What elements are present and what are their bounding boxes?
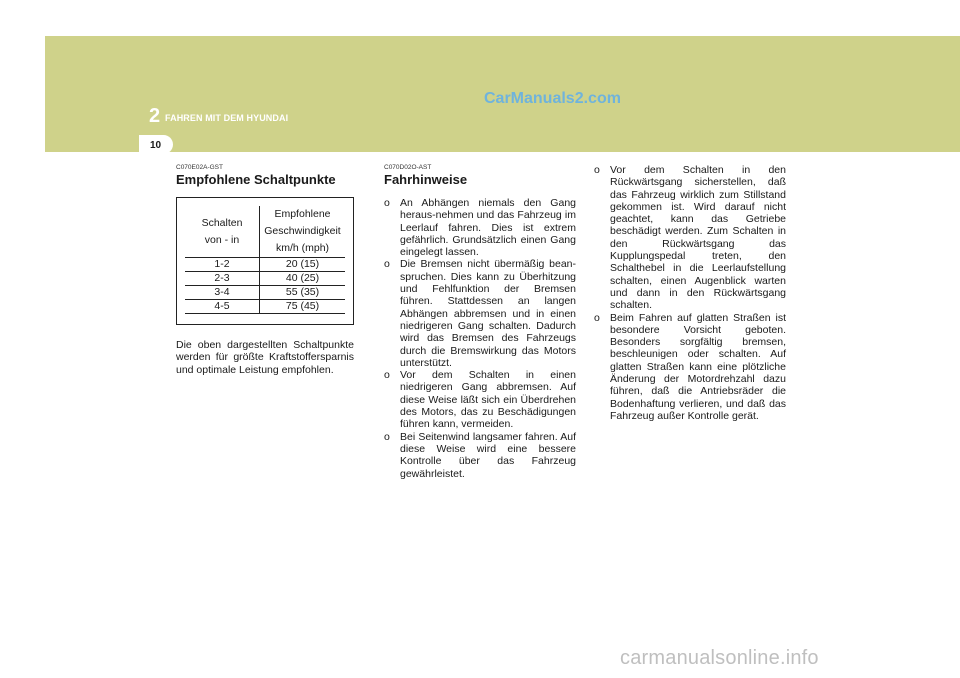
recommendation-paragraph: Die oben dargestellten Schaltpunkte werden für größte Kraftstoffersparnis und optimale Leistung empfohlen.: [176, 339, 354, 376]
list-item: [384, 197, 576, 258]
list-item-text: Vor dem Schalten in den Rückwärtsgang sicherstellen, daß das Fahrzeug wirklich zum Stillstand gekommen ist. Wird darauf nicht geachtet, kann das Getriebe beschädigt werden. Zum Schalten in den Rückwärtsgang das Kupplungspedal treten, den Schalthebel in die Leerlaufstellung schalten, einen Augenblick warten und dann in den Rückwärtsgang schalten.: [610, 164, 786, 312]
chapter-title: FAHREN MIT DEM HYUNDAI: [165, 113, 289, 123]
table-cell-gear: 4-5: [185, 300, 260, 314]
bullet-marker: o: [384, 430, 390, 443]
table-header-shift: [185, 206, 260, 258]
table-header-speed: [260, 206, 346, 258]
table-cell-gear: 1-2: [185, 258, 260, 272]
header-line: Geschwindigkeit: [264, 225, 341, 237]
table-cell-speed: 75 (45): [260, 300, 346, 314]
list-item: [594, 312, 786, 423]
list-item-text: Beim Fahren auf glatten Straßen ist besondere Vorsicht geboten. Besonders sorgfältig bremsen, beschleunigen oder schalten. Auf glatten Straßen kann eine plötzliche Änderung der Motordrehzahl dazu führen, daß die Antriebsräder die Bodenhaftung verlieren, und daß das Fahrzeug außer Kontrolle gerät.: [610, 311, 786, 422]
section-code: C070D02O-AST: [384, 164, 432, 171]
table-cell-speed: 55 (35): [260, 286, 346, 300]
middle-column: [384, 164, 576, 480]
list-item: [594, 164, 786, 312]
table-row: [185, 258, 345, 272]
header-line: von - in: [204, 233, 240, 246]
list-item-text: Die Bremsen nicht übermäßig bean-spruchen. Dies kann zu Überhitzung und Fehlfunktion der Bremsen führen. Stattdessen an langen Abhängen abbremsen und in einen niedrigeren Gang schalten. Dadurch wird das Bremsen des Fahrzeugs durch die Bremswirkung das Motors unterstützt.: [400, 258, 576, 369]
list-item: [384, 369, 576, 430]
bullet-marker: o: [594, 311, 600, 324]
section-code: C070E02A-GST: [176, 164, 223, 171]
header-line: km/h (mph): [275, 242, 330, 254]
list-item-text: Bei Seitenwind langsamer fahren. Auf diese Weise wird eine bessere Kontrolle über das Fahrzeug gewährleistet.: [400, 430, 576, 480]
header-line: Schalten: [201, 216, 243, 229]
table-cell-speed: 20 (15): [260, 258, 346, 272]
list-item-text: An Abhängen niemals den Gang heraus-nehmen und das Fahrzeug im Leerlauf fahren. Dies ist extrem gefährlich. Grundsätzlich einen Gang eingelegt lassen.: [400, 197, 576, 259]
table-header-row: [185, 206, 345, 258]
watermark-bottom-link[interactable]: carmanualsonline.info: [620, 647, 819, 669]
shift-table: [185, 206, 345, 314]
table-row: [185, 272, 345, 286]
right-column: [594, 164, 786, 422]
chapter-number: 2: [149, 105, 161, 127]
bullet-marker: o: [384, 258, 390, 271]
driving-tips-list-continued: [594, 164, 786, 422]
driving-tips-list: [384, 197, 576, 480]
table-row: [185, 286, 345, 300]
left-column: [176, 164, 354, 376]
list-item: [384, 258, 576, 369]
list-item: [384, 431, 576, 480]
bullet-marker: o: [384, 197, 390, 209]
page-number: 10: [150, 140, 162, 151]
section-heading: Fahrhinweise: [384, 172, 468, 187]
shift-table-box: [176, 197, 354, 325]
section-heading: Empfohlene Schaltpunkte: [176, 172, 336, 187]
bullet-marker: o: [594, 164, 600, 176]
bullet-marker: o: [384, 369, 390, 382]
watermark-top-link[interactable]: CarManuals2.com: [484, 90, 621, 107]
list-item-text: Vor dem Schalten in einen niedrigeren Gang abbremsen. Auf diese Weise läßt sich ein Überdrehen des Motors, das zu Beschädigungen führen kann, vermeiden.: [400, 369, 576, 431]
table-row: [185, 300, 345, 314]
table-cell-gear: 2-3: [185, 272, 260, 286]
header-line: Empfohlene: [274, 208, 331, 220]
table-cell-gear: 3-4: [185, 286, 260, 300]
table-cell-speed: 40 (25): [260, 272, 346, 286]
